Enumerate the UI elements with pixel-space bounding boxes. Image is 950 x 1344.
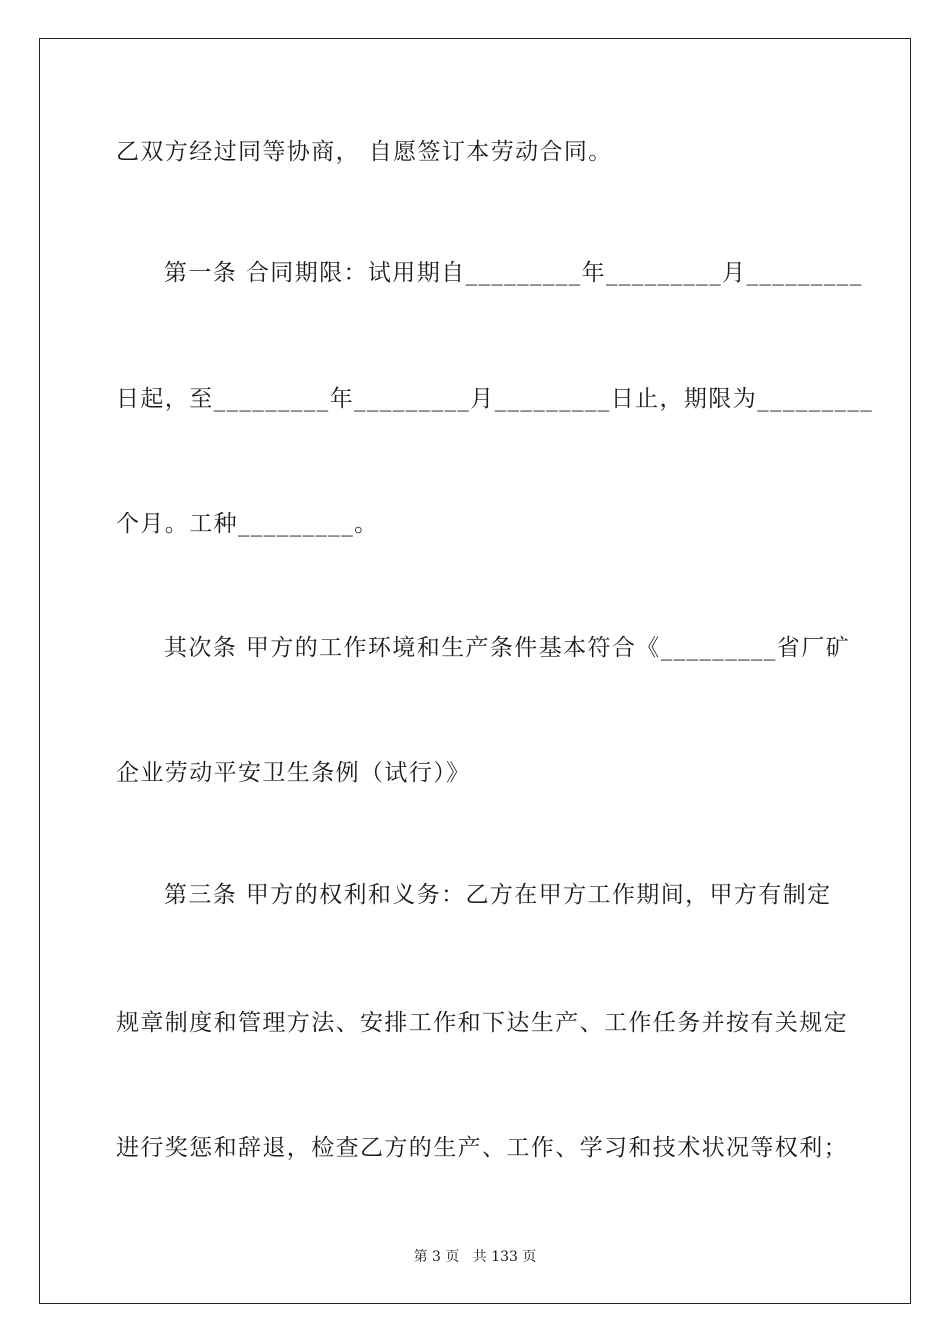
page-number-footer: 第 3 页 共 133 页	[413, 1249, 537, 1265]
text-line-7: 第三条 甲方的权利和义务：乙方在甲方工作期间，甲方有制定	[164, 882, 832, 908]
page-frame	[39, 38, 911, 1304]
text-line-9: 进行奖惩和辞退，检查乙方的生产、工作、学习和技术状况等权利；	[116, 1135, 848, 1161]
text-line-6: 企业劳动平安卫生条例（试行）》	[116, 760, 471, 786]
text-line-5: 其次条 甲方的工作环境和生产条件基本符合《_________省厂矿	[164, 635, 851, 661]
text-line-4: 个月。工种_________。	[116, 511, 379, 537]
text-line-3: 日起，至_________年_________月_________日止，期限为_________	[116, 386, 874, 412]
text-line-8: 规章制度和管理方法、安排工作和下达生产、工作任务并按有关规定	[116, 1010, 848, 1036]
text-line-2: 第一条 合同期限：试用期自_________年_________月_________	[164, 260, 863, 286]
text-line-1: 乙双方经过同等协商， 自愿签订本劳动合同。	[116, 139, 613, 165]
